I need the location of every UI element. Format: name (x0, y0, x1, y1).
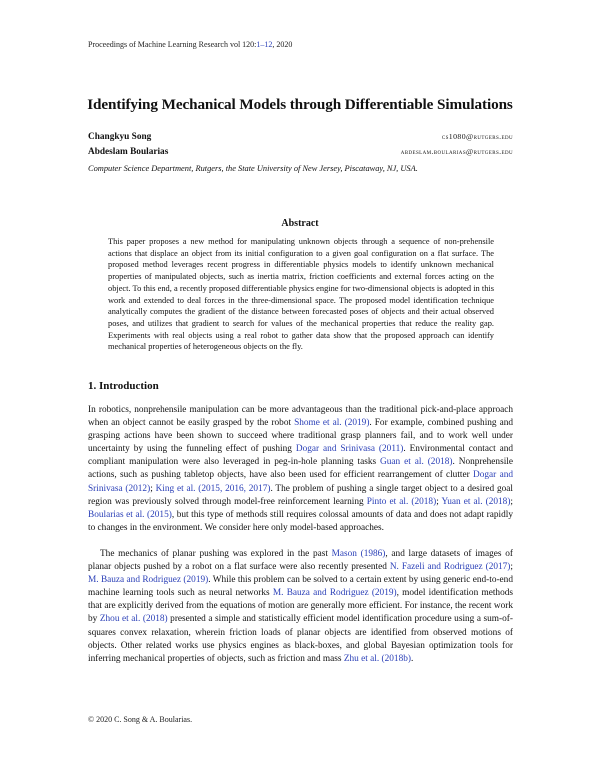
copyright-footer: © 2020 C. Song & A. Boularias. (88, 715, 193, 724)
citation-link[interactable]: Mason (1986) (331, 549, 386, 559)
text-run: ; (150, 483, 156, 494)
citation-link[interactable]: Boularias et al. (2015) (88, 509, 172, 520)
text-run: . While this problem can be solved to a certain extent by using generic end-to-end machine learning tools such as neural networks (88, 575, 513, 599)
author-row-2 (88, 147, 513, 157)
citation-link[interactable]: M. Bauza and Rodriguez (2019) (272, 588, 397, 599)
citation-link[interactable]: N. Fazeli and Rodriguez (2017) (389, 562, 511, 573)
citation-link[interactable]: King et al. (2015, 2016, 2017) (155, 483, 271, 494)
author-name: Changkyu Song (88, 132, 152, 142)
text-run: In robotics, nonprehensile manipulation can be more advantageous than the traditional pick-and-place approach when an object cannot be easily grasped by the robot (88, 405, 513, 429)
citation-link[interactable]: Yuan et al. (2018) (441, 496, 511, 507)
text-run: . The problem of pushing a single target object to a desired goal region was previously solved through model-free reinforcement learning (88, 483, 513, 507)
text-run: . For example, combined pushing and grasping actions have been shown to succeed where traditional grasp planners fail, and to work well under uncertainty by using the funneling effect of pushing (88, 418, 514, 455)
intro-paragraph-1 (88, 404, 513, 535)
author-row-1 (88, 132, 513, 142)
proceedings-header (88, 40, 292, 49)
text-run: ; (510, 562, 513, 573)
intro-paragraph-2 (88, 548, 513, 666)
affiliation: Computer Science Department, Rutgers, the State University of New Jersey, Piscataway, NJ, USA. (88, 164, 418, 173)
paper-title: Identifying Mechanical Models through Differentiable Simulations (87, 96, 513, 113)
header-year: , 2020 (272, 40, 293, 49)
citation-link[interactable]: Guan et al. (2018) (380, 457, 453, 468)
citation-link[interactable]: Zhu et al. (2018b) (343, 653, 411, 664)
abstract-body: This paper proposes a new method for manipulating unknown objects through a sequence of non-prehensile actions that displace an object from its initial configuration to a given goal configuration on a flat surface. The proposed method leverages recent progress in differentiable physics models to identify unknown mechanical properties of manipulated objects, such as inertia matrix, friction coefficients and external forces acting on the object. To this end, a recently proposed differentiable physics engine for two-dimensional objects is adopted in this work and extended to deal forces in the three-dimensional space. The proposed model identification technique analytically computes the gradient of the distance between forecasted poses of objects and their actual observed poses, and utilizes that gradient to search for values of the mechanical properties that reduce the reality gap. Experiments with real objects using a real robot to gather data show that the proposed approach can identify mechanical properties of heterogeneous objects on the fly. (108, 237, 494, 352)
author-name: Abdeslam Boularias (88, 147, 169, 157)
text-run: The mechanics of planar pushing was explored in the past (100, 549, 332, 559)
section-heading-introduction: 1. Introduction (88, 380, 159, 392)
text-run: , model identification methods that are explicitly derived from the equations of motion are generally more efficient. For instance, the recent work by (88, 588, 513, 625)
text-run: . Nonprehensile actions, such as pushing tabletop objects, have also been used for efficient rearrangement of clutter (88, 457, 513, 481)
author-email: abdeslam.boularias@rutgers.edu (400, 147, 513, 156)
text-run: . Environmental contact and compliant manipulation were also leveraged in peg-in-hole planning tasks (88, 444, 514, 468)
citation-link[interactable]: Pinto et al. (2018) (366, 496, 437, 507)
text-run: , and large datasets of images of planar objects pushed by a robot on a flat surface were also recently presented (88, 549, 513, 573)
citation-link[interactable]: Shome et al. (2019) (294, 418, 370, 429)
header-prefix: Proceedings of Machine Learning Research vol 120: (88, 40, 257, 49)
text-run: ; (510, 496, 514, 507)
text-run: . (410, 653, 414, 664)
author-email: cs1080@rutgers.edu (441, 132, 513, 141)
header-pages-link[interactable]: 1–12 (256, 40, 273, 49)
citation-link[interactable]: M. Bauza and Rodriguez (2019) (88, 575, 209, 586)
text-run: ; (436, 496, 442, 507)
citation-link[interactable]: Dogar and Srinivasa (2012) (88, 470, 513, 494)
text-run: , but this type of methods still requires colossal amounts of data and does not adapt rapidly to changes in the environment. We consider here only model-based approaches. (88, 509, 513, 533)
citation-link[interactable]: Zhou et al. (2018) (99, 614, 168, 625)
abstract-heading: Abstract (281, 218, 319, 229)
citation-link[interactable]: Dogar and Srinivasa (2011) (295, 444, 404, 455)
text-run: presented a simple and statistically efficient model identification procedure using a sum-of-squares convex relaxation, wherein friction loads of planar objects are identified from observed motions of objects. Other related works use physics engines as black-boxes, and global Bayesian optimization tools for inferring mechanical properties of objects, such as friction and mass (88, 614, 513, 664)
